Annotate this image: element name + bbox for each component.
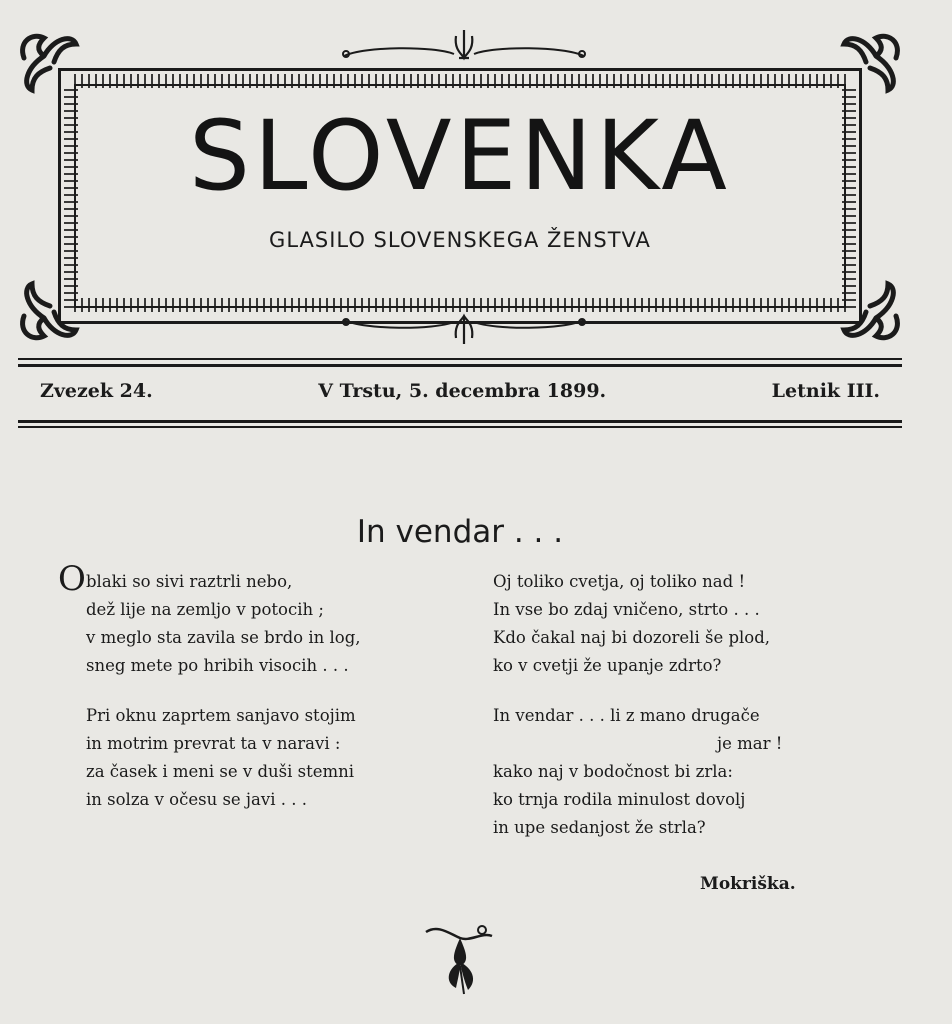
verse-line: v meglo sta zavila se brdo in log, [86, 628, 361, 647]
verse-line: ko v cvetji že upanje zdrto? [493, 656, 722, 675]
place-and-date: V Trstu, 5. decembra 1899. [318, 380, 607, 402]
rule-bottom-thin [18, 426, 902, 428]
drop-cap: O [58, 559, 86, 599]
issue-number: Zvezek 24. [40, 380, 153, 402]
verse-line: ko trnja rodila minulost dovolj [493, 790, 746, 809]
verse-line: in motrim prevrat ta v naravi : [86, 734, 341, 753]
corner-ornament-icon [836, 28, 906, 98]
masthead [14, 22, 906, 352]
newspaper-title: SLOVENKA [189, 100, 731, 212]
stanza [493, 702, 782, 842]
rule-bottom-thick [18, 420, 902, 423]
verse-line: Oj toliko cvetja, oj toliko nad ! [493, 572, 746, 591]
volume-number: Letnik III. [771, 380, 880, 402]
rule-top-thick [18, 364, 902, 367]
poem-author: Mokriška. [700, 874, 796, 894]
corner-ornament-icon [14, 28, 84, 98]
verse-line: Pri oknu zaprtem sanjavo stojim [86, 706, 356, 725]
lily-crest-icon-bottom [334, 306, 594, 350]
verse-line: sneg mete po hribih visocih . . . [86, 656, 349, 675]
verse-line: blaki so sivi raztrli nebo, [86, 572, 293, 591]
dateline [40, 380, 880, 402]
verse-line: in solza v očesu se javi . . . [86, 790, 307, 809]
verse-line: za časek i meni se v duši stemni [86, 762, 355, 781]
verse-line: In vse bo zdaj vničeno, strto . . . [493, 600, 760, 619]
poem-title: In vendar . . . [356, 514, 564, 550]
verse-line: in upe sedanjost že strla? [493, 818, 706, 837]
verse-line: dež lije na zemljo v potocih ; [86, 600, 324, 619]
rule-top-thin [18, 358, 902, 360]
stanza [86, 568, 361, 680]
newspaper-subtitle: GLASILO SLOVENSKEGA ŽENSTVA [269, 228, 651, 252]
poem-column-right [493, 568, 782, 864]
floral-fleuron-icon [420, 922, 500, 996]
poem-column-left [86, 568, 361, 836]
verse-line: je mar ! [717, 734, 783, 753]
stanza [493, 568, 782, 680]
verse-line: kako naj v bodočnost bi zrla: [493, 762, 733, 781]
lily-crest-icon [334, 24, 594, 68]
stanza [86, 702, 361, 814]
verse-line: In vendar . . . li z mano drugače [493, 706, 760, 725]
corner-ornament-icon [836, 276, 906, 346]
corner-ornament-icon [14, 276, 84, 346]
verse-line: Kdo čakal naj bi dozoreli še plod, [493, 628, 771, 647]
